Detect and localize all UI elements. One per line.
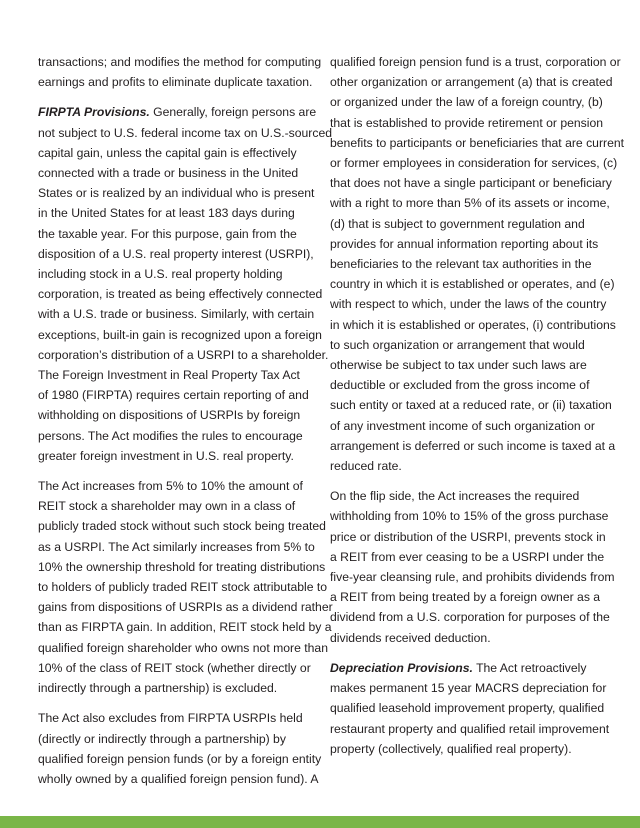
text-line: a REIT from being treated by a foreign owner as a	[330, 590, 601, 605]
text-line: indirectly through a partnership) is excluded.	[38, 681, 278, 696]
paragraph-first-line	[38, 102, 316, 122]
text-line: including stock in a U.S. real property holding	[38, 267, 283, 282]
text-line: otherwise be subject to tax under such laws are	[330, 358, 587, 373]
text-line: that is established to provide retirement or pension	[330, 115, 604, 130]
text-line: country in which it is established or operates, and (e)	[330, 277, 615, 292]
paragraph	[38, 52, 322, 92]
text-line: REIT stock a shareholder may own in a class of	[38, 499, 296, 514]
text-line: On the flip side, the Act increases the required	[330, 489, 580, 504]
text-line: restaurant property and qualified retail improvement	[330, 721, 610, 736]
text-line: qualified leasehold improvement property, qualified	[330, 701, 605, 716]
text-line: persons. The Act modifies the rules to encourage	[38, 428, 303, 443]
paragraph-gap	[38, 698, 316, 708]
text-line: qualified foreign shareholder who owns not more than	[38, 640, 328, 655]
text-line: gains from dispositions of USRPIs as a dividend rather	[38, 600, 333, 615]
text-line: with a right to more than 5% of its assets or income,	[330, 196, 610, 211]
text-line: reduced rate.	[330, 459, 402, 474]
text-line: property (collectively, qualified real property).	[330, 741, 572, 756]
text-line: withholding from 10% to 15% of the gross purchase	[330, 509, 609, 524]
text-line: to such organization or arrangement that would	[330, 337, 585, 352]
section-heading: Depreciation Provisions.	[330, 660, 473, 675]
paragraph-text: Generally, foreign persons are	[149, 105, 317, 120]
text-line: The Act also excludes from FIRPTA USRPIs held	[38, 711, 303, 726]
text-line: that does not have a single participant or beneficiary	[330, 176, 612, 191]
paragraph	[38, 708, 322, 789]
text-line: States or is realized by an individual who is present	[38, 186, 315, 201]
text-line: wholly owned by a qualified foreign pension fund). A	[38, 771, 319, 786]
text-line: in which it is established or operates, (i) contributions	[330, 317, 616, 332]
text-line: the taxable year. For this purpose, gain from the	[38, 226, 297, 241]
text-line: five-year cleansing rule, and prohibits dividends from	[330, 570, 615, 585]
text-line: (directly or indirectly through a partnership) by	[38, 731, 286, 746]
text-line: corporation, is treated as being effectively connected	[38, 287, 323, 302]
text-line: corporation’s distribution of a USRPI to a shareholder.	[38, 347, 329, 362]
text-line: than as FIRPTA gain. In addition, REIT stock held by a	[38, 620, 332, 635]
paragraph	[330, 658, 610, 759]
left-column	[38, 52, 333, 789]
paragraph	[38, 476, 333, 698]
paragraph-gap	[38, 466, 316, 476]
text-line: or organized under the law of a foreign country, (b)	[330, 95, 603, 110]
text-line: (d) that is subject to government regulation and	[330, 216, 585, 231]
text-line: such entity or taxed at a reduced rate, or (ii) taxation	[330, 398, 612, 413]
text-line: exceptions, built-in gain is recognized upon a foreign	[38, 327, 322, 342]
text-line: other organization or arrangement (a) that is created	[330, 75, 613, 90]
text-line: beneficiaries to the relevant tax authorities in the	[330, 257, 592, 272]
paragraph-gap	[38, 92, 316, 102]
paragraph-first-line	[330, 658, 606, 678]
text-line: dividends received deduction.	[330, 630, 491, 645]
text-line: connected with a trade or business in the United	[38, 166, 299, 181]
text-line: qualified foreign pension funds (or by a foreign entity	[38, 751, 322, 766]
text-line: 10% of the class of REIT stock (whether directly or	[38, 660, 311, 675]
text-line: not subject to U.S. federal income tax on U.S.-sourced	[38, 125, 332, 140]
paragraph	[330, 52, 625, 476]
footer-accent-bar	[0, 816, 640, 828]
text-line: 10% the ownership threshold for treating distributions	[38, 559, 326, 574]
text-line: or former employees in consideration for services, (c)	[330, 156, 618, 171]
section-heading: FIRPTA Provisions.	[38, 105, 150, 120]
text-line: provides for annual information reporting about its	[330, 236, 599, 251]
right-column	[330, 52, 625, 759]
text-line: qualified foreign pension fund is a trust, corporation or	[330, 55, 621, 69]
text-line: earnings and profits to eliminate duplicate taxation.	[38, 75, 313, 90]
text-line: makes permanent 15 year MACRS depreciation for	[330, 681, 607, 696]
text-line: transactions; and modifies the method for computing	[38, 55, 322, 69]
text-line: capital gain, unless the capital gain is effectively	[38, 145, 297, 160]
text-line: in the United States for at least 183 days during	[38, 206, 295, 221]
paragraph	[330, 486, 615, 648]
text-line: of any investment income of such organization or	[330, 418, 595, 433]
text-line: as a USRPI. The Act similarly increases from 5% to	[38, 539, 315, 554]
text-line: The Act increases from 5% to 10% the amount of	[38, 479, 303, 494]
paragraph-text: The Act retroactively	[472, 660, 587, 675]
text-line: publicly traded stock without such stock being treated	[38, 519, 326, 534]
text-line: of 1980 (FIRPTA) requires certain reporting of and	[38, 388, 309, 403]
text-line: The Foreign Investment in Real Property Tax Act	[38, 368, 300, 383]
text-line: price or distribution of the USRPI, prevents stock in	[330, 529, 606, 544]
text-line: arrangement is deferred or such income is taxed at a	[330, 438, 616, 453]
text-line: a REIT from ever ceasing to be a USRPI under the	[330, 549, 605, 564]
text-line: withholding on dispositions of USRPIs by foreign	[38, 408, 301, 423]
paragraph	[38, 102, 332, 466]
paragraph-gap	[330, 476, 606, 486]
text-line: to holders of publicly traded REIT stock attributable to	[38, 580, 328, 595]
text-line: dividend from a U.S. corporation for purposes of the	[330, 610, 610, 625]
text-line: with respect to which, under the laws of the country	[330, 297, 607, 312]
text-line: disposition of a U.S. real property interest (USRPI),	[38, 246, 314, 261]
text-line: greater foreign investment in U.S. real property.	[38, 448, 294, 463]
text-line: benefits to participants or beneficiaries that are current	[330, 135, 625, 150]
text-line: with a U.S. trade or business. Similarly, with certain	[38, 307, 315, 322]
paragraph-gap	[330, 648, 606, 658]
text-line: deductible or excluded from the gross income of	[330, 378, 590, 393]
